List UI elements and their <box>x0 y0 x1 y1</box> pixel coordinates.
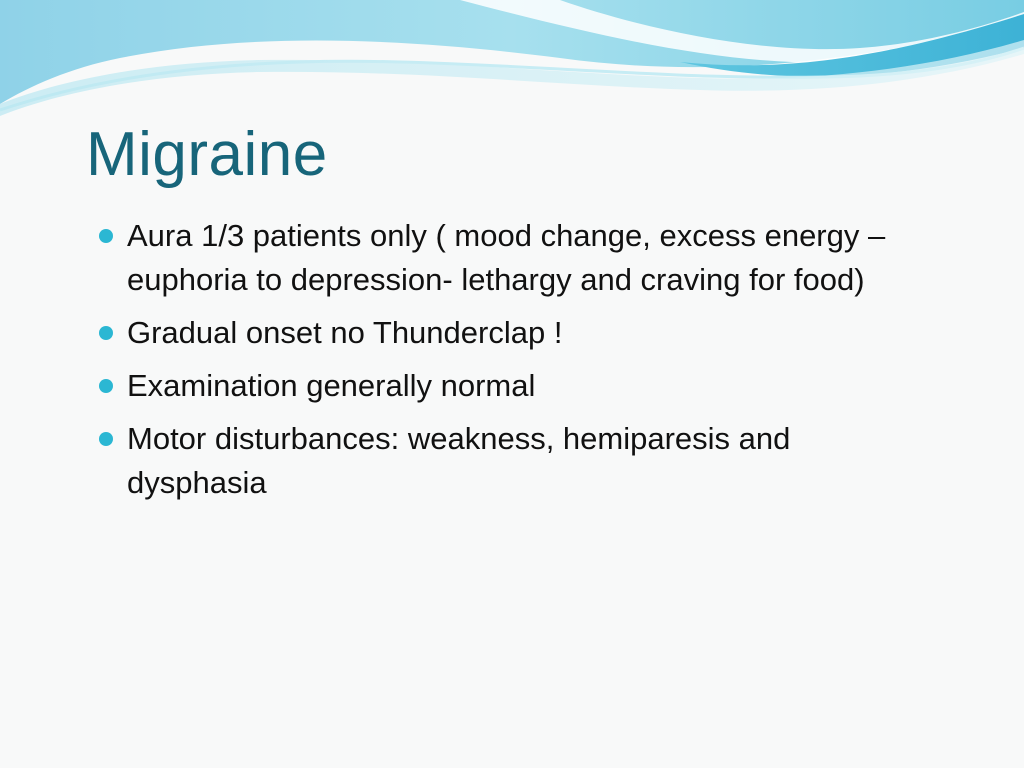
header-wave-decoration <box>0 0 1024 130</box>
bullet-item <box>96 364 936 408</box>
bullet-dot-icon <box>99 229 113 243</box>
bullet-text: Aura 1/3 patients only ( mood change, excess energy –euphoria to depression- lethargy and craving for food) <box>127 218 886 297</box>
bullet-text: Examination generally normal <box>127 368 536 403</box>
bullet-item <box>96 214 936 302</box>
bullet-dot-icon <box>99 326 113 340</box>
bullet-text: Motor disturbances: weakness, hemiparesis and dysphasia <box>127 421 791 500</box>
bullet-list <box>96 214 936 514</box>
bullet-item <box>96 311 936 355</box>
bullet-dot-icon <box>99 379 113 393</box>
bullet-item <box>96 417 936 505</box>
bullet-text: Gradual onset no Thunderclap ! <box>127 315 563 350</box>
bullet-dot-icon <box>99 432 113 446</box>
slide-title: Migraine <box>86 120 328 189</box>
